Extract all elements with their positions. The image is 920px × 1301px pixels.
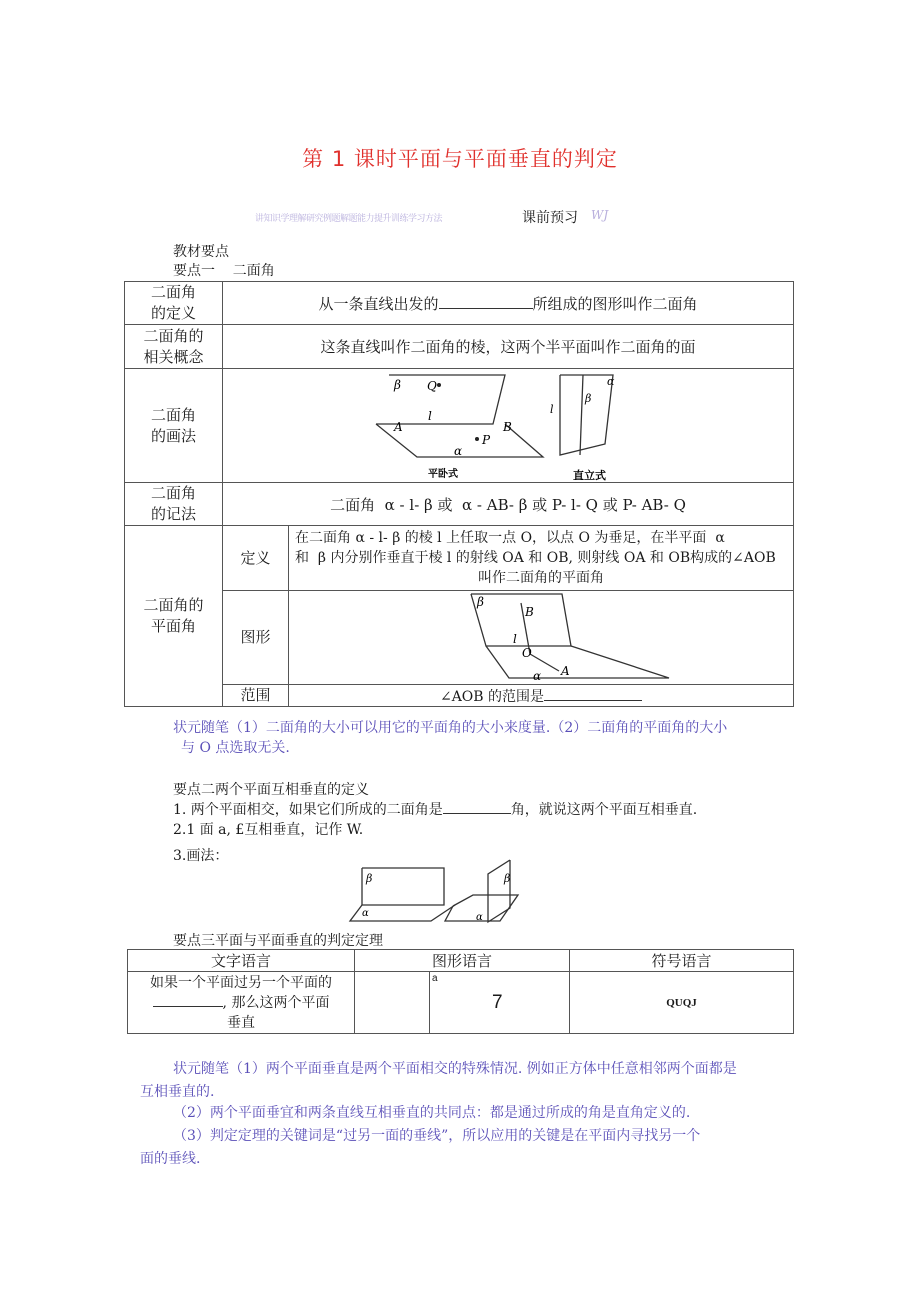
plane-angle-range-label: 范围 xyxy=(223,685,289,707)
def-content xyxy=(223,282,794,325)
point-p xyxy=(475,437,479,441)
section2-heading: 要点二两个平面互相垂直的定义 xyxy=(173,782,369,798)
text-language-cell xyxy=(128,972,355,1034)
plane-alpha-shape2 xyxy=(486,646,669,678)
def-label-text: 二面角 的定义 xyxy=(150,283,196,322)
figure-a: a xyxy=(432,973,438,984)
range-text: ∠AOB 的范围是 xyxy=(439,688,545,705)
section3-heading: 要点三平面与平面垂直的判定定理 xyxy=(173,933,383,949)
vertical-plane-beta2 xyxy=(488,860,510,922)
note2-line1: 状元随笔（1）两个平面垂直是两个平面相交的特殊情况. 例如正方体中任意相邻两个面都是 xyxy=(173,1061,737,1077)
plane-beta-shape2 xyxy=(471,594,571,646)
section2-item2: 2.1 面 a, £互相垂直，记作 W. xyxy=(173,822,364,838)
fig4-beta1: β xyxy=(366,872,373,885)
drawing-label xyxy=(125,369,223,483)
fig3-b: B xyxy=(525,605,534,619)
point-q xyxy=(437,383,441,387)
plane-angle-def-line1: 在二面角 α - l- β 的棱 l 上任取一点 O，以点 O 为垂足，在半平面 α xyxy=(295,530,725,546)
fig4-alpha1: α xyxy=(362,908,369,919)
fig2-l: l xyxy=(550,403,554,416)
dihedral-drawings xyxy=(223,369,793,482)
text-line2: , 那么这两个平面 xyxy=(222,994,330,1011)
notation-content: 二面角 α - l- β 或 α - AB- β 或 P- l- Q 或 P- AB- Q xyxy=(223,483,794,526)
fig1-alpha: α xyxy=(454,444,463,458)
fig3-a: A xyxy=(561,664,570,678)
fig1-caption: 平卧式 xyxy=(428,469,458,480)
text-line3: 垂直 xyxy=(227,1014,255,1031)
plane-angle-range xyxy=(289,685,794,707)
figure-cell-left xyxy=(355,972,430,1034)
note2-line5: 面的垂线. xyxy=(140,1151,201,1167)
page-title: 第 1 课时平面与平面垂直的判定 xyxy=(302,147,618,171)
note2-line2: 互相垂直的. xyxy=(140,1084,215,1100)
section2-item3: 3.画法： xyxy=(173,848,229,864)
header-symbol-language: 符号语言 xyxy=(570,950,794,972)
def-blank[interactable] xyxy=(439,308,533,309)
symbol-cell: QUQJ xyxy=(570,972,794,1034)
fig2-beta: β xyxy=(585,392,592,405)
section-heading-dihedral: 要点一 二面角 xyxy=(173,263,275,279)
concept-content: 这条直线叫作二面角的棱，这两个半平面叫作二面角的面 xyxy=(223,325,794,369)
notation-label-text: 二面角 的记法 xyxy=(150,484,196,523)
section-heading-materials: 教材要点 xyxy=(173,244,229,260)
dihedral-angle-table xyxy=(124,281,794,707)
plane-angle-label xyxy=(125,526,223,707)
vertical-plane-beta xyxy=(362,868,444,905)
notation-label xyxy=(125,483,223,526)
plane-angle-figure xyxy=(289,591,789,684)
fig1-a: A xyxy=(394,420,403,434)
figure-cell-right xyxy=(430,972,570,1034)
note2-line4: （3）判定定理的关键词是“过另一面的垂线”，所以应用的关键是在平面内寻找另一个 xyxy=(173,1128,701,1144)
text-blank[interactable] xyxy=(153,1006,223,1007)
header-figure-language: 图形语言 xyxy=(355,950,570,972)
fig3-alpha: α xyxy=(533,669,542,683)
section2-item1-b: 角，就说这两个平面互相垂直. xyxy=(510,802,698,818)
concept-label xyxy=(125,325,223,369)
fig3-beta: β xyxy=(477,595,484,609)
plane-angle-fig xyxy=(289,591,794,685)
fig1-beta: β xyxy=(394,378,401,392)
plane-angle-label-text: 二面角的 平面角 xyxy=(143,596,204,635)
fig2-caption: 直立式 xyxy=(573,469,606,482)
section2-item1-a: 1. 两个平面相交，如果它们所成的二面角是 xyxy=(173,802,443,818)
fig1-q: Q xyxy=(427,379,437,393)
note1-line1: 状元随笔（1）二面角的大小可以用它的平面角的大小来度量.（2）二面角的平面角的大小 xyxy=(173,720,728,736)
plane-angle-def xyxy=(289,526,794,591)
plane-angle-def-line3: 叫作二面角的平面角 xyxy=(478,570,604,586)
upright-dihedral-figure xyxy=(560,375,613,455)
text-line1: 如果一个平面过另一个平面的 xyxy=(150,974,332,991)
section2-item1 xyxy=(173,799,697,819)
preview-decoration: 讲知识学理解研究例题解题能力提升训练学习方法 xyxy=(255,214,443,224)
plane-alpha-upright xyxy=(560,375,613,455)
plane-angle-def-label: 定义 xyxy=(223,526,289,591)
note2-line3: （2）两个平面垂宜和两条直线互相垂直的共同点：都是通过所成的角是直角定义的. xyxy=(173,1105,691,1121)
concept-label-text: 二面角的 相关概念 xyxy=(143,326,204,366)
drawing-content xyxy=(223,369,794,483)
plane-angle-fig-label: 图形 xyxy=(223,591,289,685)
def-text-a: 从一条直线出发的 xyxy=(318,294,439,313)
plane-angle-def-line2: 和 β 内分别作垂直于棱 l 的射线 OA 和 OB, 则射线 OA 和 OB构成的∠AOB xyxy=(295,550,776,566)
fig1-l: l xyxy=(428,409,432,423)
note1-line2: 与 O 点选取无关. xyxy=(181,740,290,756)
section2-item1-blank[interactable] xyxy=(443,813,511,814)
fig3-l: l xyxy=(513,632,517,646)
fig4-beta2: β xyxy=(504,872,511,885)
header-text-language: 文字语言 xyxy=(128,950,355,972)
fig1-p: P xyxy=(482,433,491,447)
figure-seven: 7 xyxy=(492,992,503,1013)
fig3-o: O xyxy=(522,646,532,660)
preview-label: 课前预习 xyxy=(522,210,578,226)
theorem-table xyxy=(127,949,794,1034)
drawing-label-text: 二面角 的画法 xyxy=(150,405,196,445)
edge-l xyxy=(580,375,583,455)
def-text-b: 所组成的图形叫作二面角 xyxy=(532,294,698,313)
def-label xyxy=(125,282,223,325)
fig1-b: B xyxy=(503,420,512,434)
preview-mark: WJ xyxy=(591,208,609,222)
fig2-alpha: α xyxy=(607,375,615,388)
fig4-alpha2: α xyxy=(476,912,483,923)
range-blank[interactable] xyxy=(544,700,642,701)
perpendicular-planes-drawing xyxy=(345,858,525,928)
